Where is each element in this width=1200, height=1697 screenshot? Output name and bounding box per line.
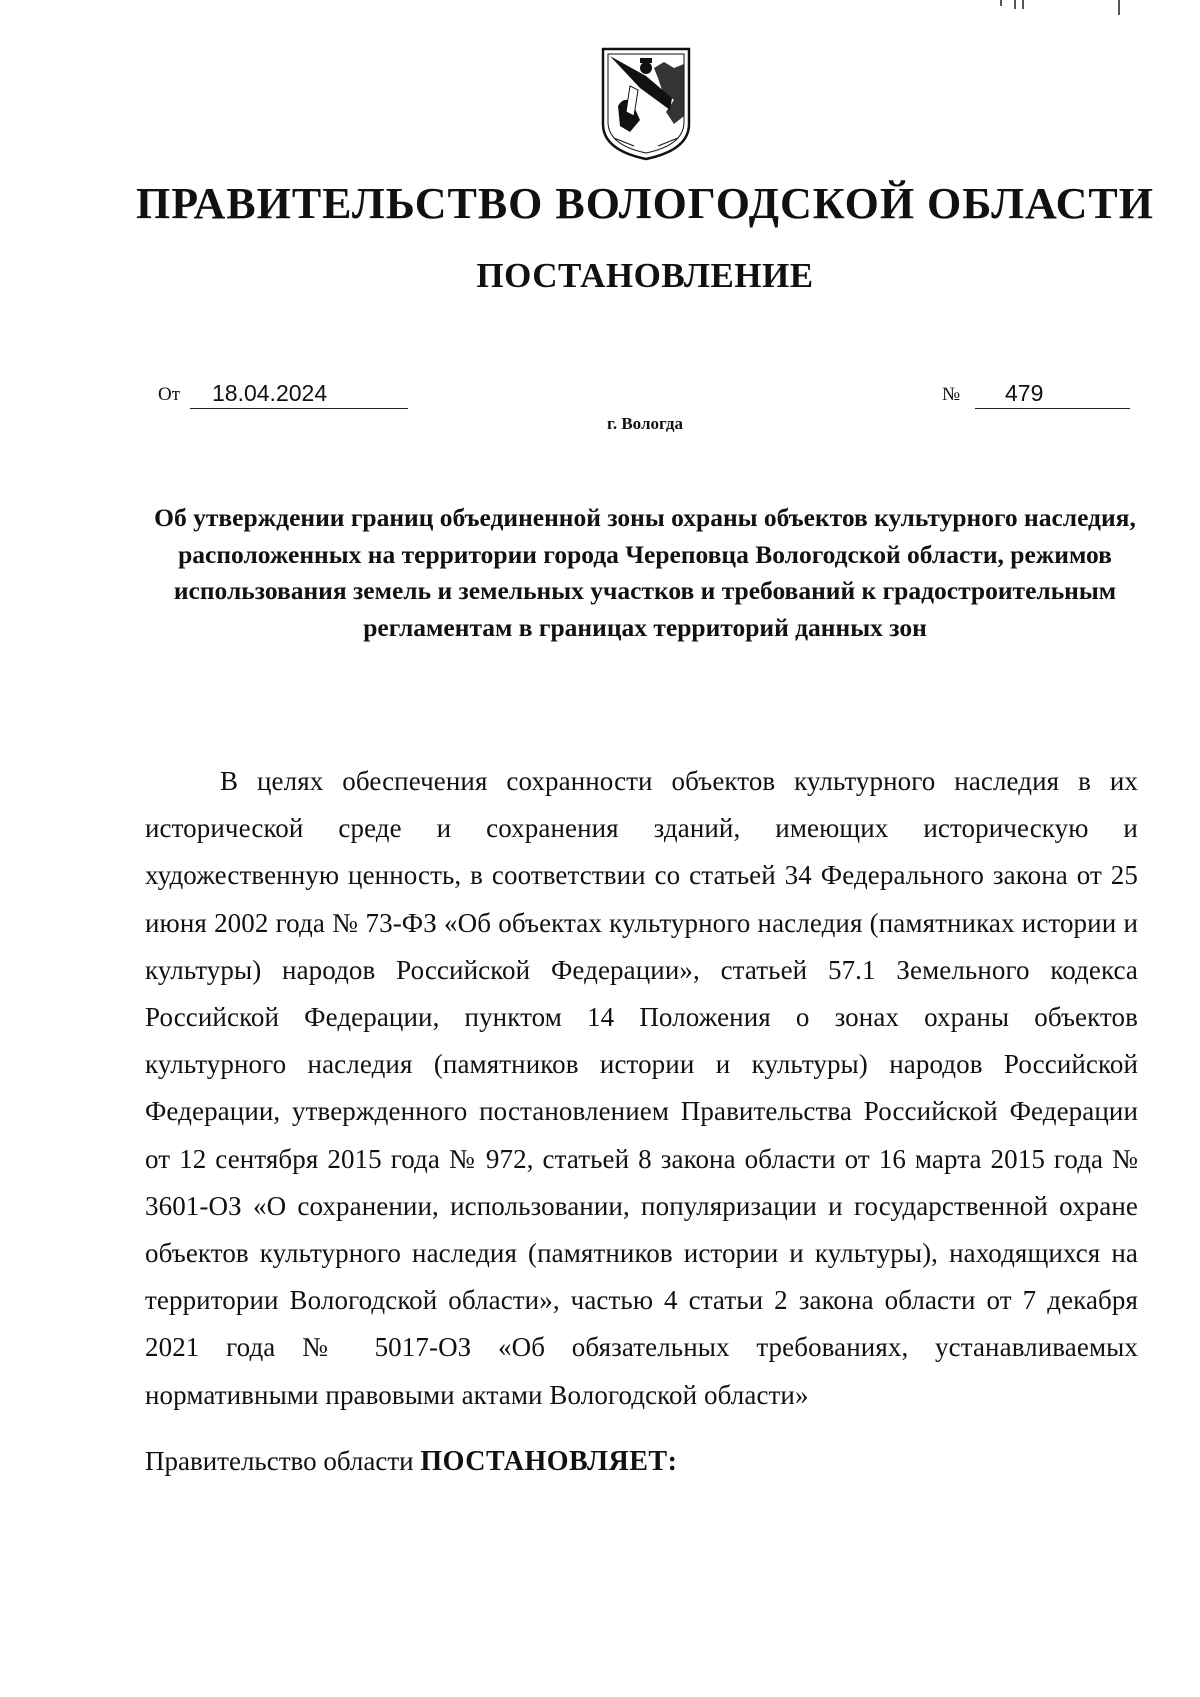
coat-of-arms-emblem [600,46,692,162]
document-date: 18.04.2024 [190,378,408,409]
document-number: 479 [975,378,1130,409]
date-label: От [158,384,181,405]
document-type-title: ПОСТАНОВЛЕНИЕ [476,256,814,295]
number-label: № [942,384,961,405]
resolve-prefix: Правительство области [145,1446,414,1476]
resolve-line [145,1438,677,1485]
resolve-word: ПОСТАНОВЛЯЕТ: [420,1446,678,1477]
organization-title: ПРАВИТЕЛЬСТВО ВОЛОГОДСКОЙ ОБЛАСТИ [136,179,1154,228]
scan-artifact-marks [1000,0,1140,16]
document-subject: Об утверждении границ объединенной зоны охраны объектов культурного наследия, расположенных на территории города Череповца Вологодской области, режимов использования земель и земельных участков и требований к градостроительным регламентам в границах территорий данных зон [154,503,1136,642]
city-name: г. Вологда [607,414,683,433]
preamble-paragraph: В целях обеспечения сохранности объектов культурного наследия в их исторической среде и сохранения зданий, имеющих историческую и художественную ценность, в соответствии со статьей 34 Федерального закона от 25 июня 2002 года № 73-ФЗ «Об объектах культурного наследия (памятниках истории и культуры) народов Российской Федерации», статьей 57.1 Земельного кодекса Российской Федерации, пунктом 14 Положения о зонах охраны объектов культурного наследия (памятников истории и культуры) народов Российской Федерации, утвержденного постановлением Правительства Российской Федерации от 12 сентября 2015 года № 972, статьей 8 закона области от 16 марта 2015 года № 3601-ОЗ «О сохранении, использовании, популяризации и государственной охране объектов культурного наследия (памятников истории и культуры), находящихся на территории Вологодской области», частью 4 статьи 2 закона области от 7 декабря 2021 года № 5017-ОЗ «Об обязательных требованиях, устанавливаемых нормативными правовыми актами Вологодской области» [145,766,1138,1410]
